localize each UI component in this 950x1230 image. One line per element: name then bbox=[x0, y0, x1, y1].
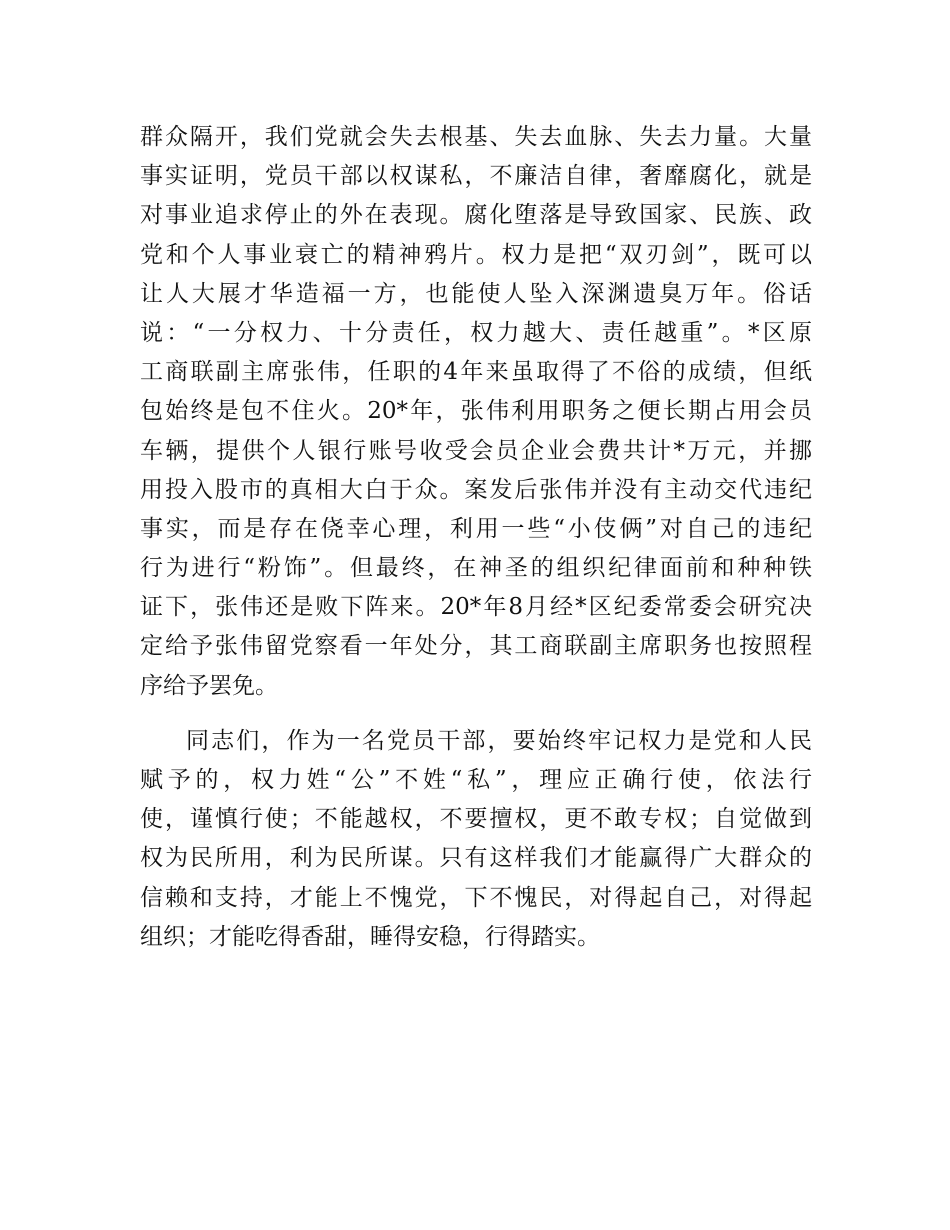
text-line: 党和个人事业衰亡的精神鸦片。权力是把“双刃剑”，既可以 bbox=[140, 241, 812, 268]
text-line: 使，谨慎行使；不能越权，不要擅权，更不敢专权；自觉做到 bbox=[140, 806, 812, 833]
text-line: 车辆，提供个人银行账号收受会员企业会费共计*万元，并挪 bbox=[140, 437, 812, 464]
text-line: 包始终是包不住火。20*年，张伟利用职务之便长期占用会员 bbox=[140, 398, 812, 425]
text-line: 赋予的，权力姓“公”不姓“私”，理应正确行使，依法行 bbox=[140, 767, 812, 793]
text-line: 组织；才能吃得香甜，睡得安稳，行得踏实。 bbox=[140, 923, 600, 950]
text-line: 序给予罢免。 bbox=[140, 672, 278, 699]
paragraph-2 bbox=[140, 722, 812, 957]
text-line: 群众隔开，我们党就会失去根基、失去血脉、失去力量。大量 bbox=[140, 124, 812, 150]
text-line: 定给予张伟留党察看一年处分，其工商联副主席职务也按照程 bbox=[140, 633, 812, 660]
text-line: 对事业追求停止的外在表现。腐化堕落是导致国家、民族、政 bbox=[140, 202, 812, 229]
text-line: 工商联副主席张伟，任职的4年来虽取得了不俗的成绩，但纸 bbox=[140, 359, 812, 386]
paragraph-spacer bbox=[140, 706, 812, 722]
text-line: 权为民所用，利为民所谋。只有这样我们才能赢得广大群众的 bbox=[140, 845, 812, 872]
text-line: 同志们，作为一名党员干部，要始终牢记权力是党和人民 bbox=[186, 727, 812, 754]
text-line: 用投入股市的真相大白于众。案发后张伟并没有主动交代违纪 bbox=[140, 476, 812, 503]
text-line: 事实，而是存在侥幸心理，利用一些“小伎俩”对自己的违纪 bbox=[140, 515, 812, 542]
text-line: 让人大展才华造福一方，也能使人坠入深渊遗臭万年。俗话 bbox=[140, 280, 812, 307]
text-line: 证下，张伟还是败下阵来。20*年8月经*区纪委常委会研究决 bbox=[140, 594, 812, 621]
text-line: 说：“一分权力、十分责任，权力越大、责任越重”。*区原 bbox=[140, 319, 812, 346]
text-line: 事实证明，党员干部以权谋私，不廉洁自律，奢靡腐化，就是 bbox=[140, 163, 812, 190]
text-line: 行为进行“粉饰”。但最终，在神圣的组织纪律面前和种种铁 bbox=[140, 555, 812, 582]
text-line: 信赖和支持，才能上不愧党，下不愧民，对得起自己，对得起 bbox=[140, 884, 812, 911]
paragraph-1 bbox=[140, 118, 812, 706]
body-text bbox=[140, 118, 812, 957]
